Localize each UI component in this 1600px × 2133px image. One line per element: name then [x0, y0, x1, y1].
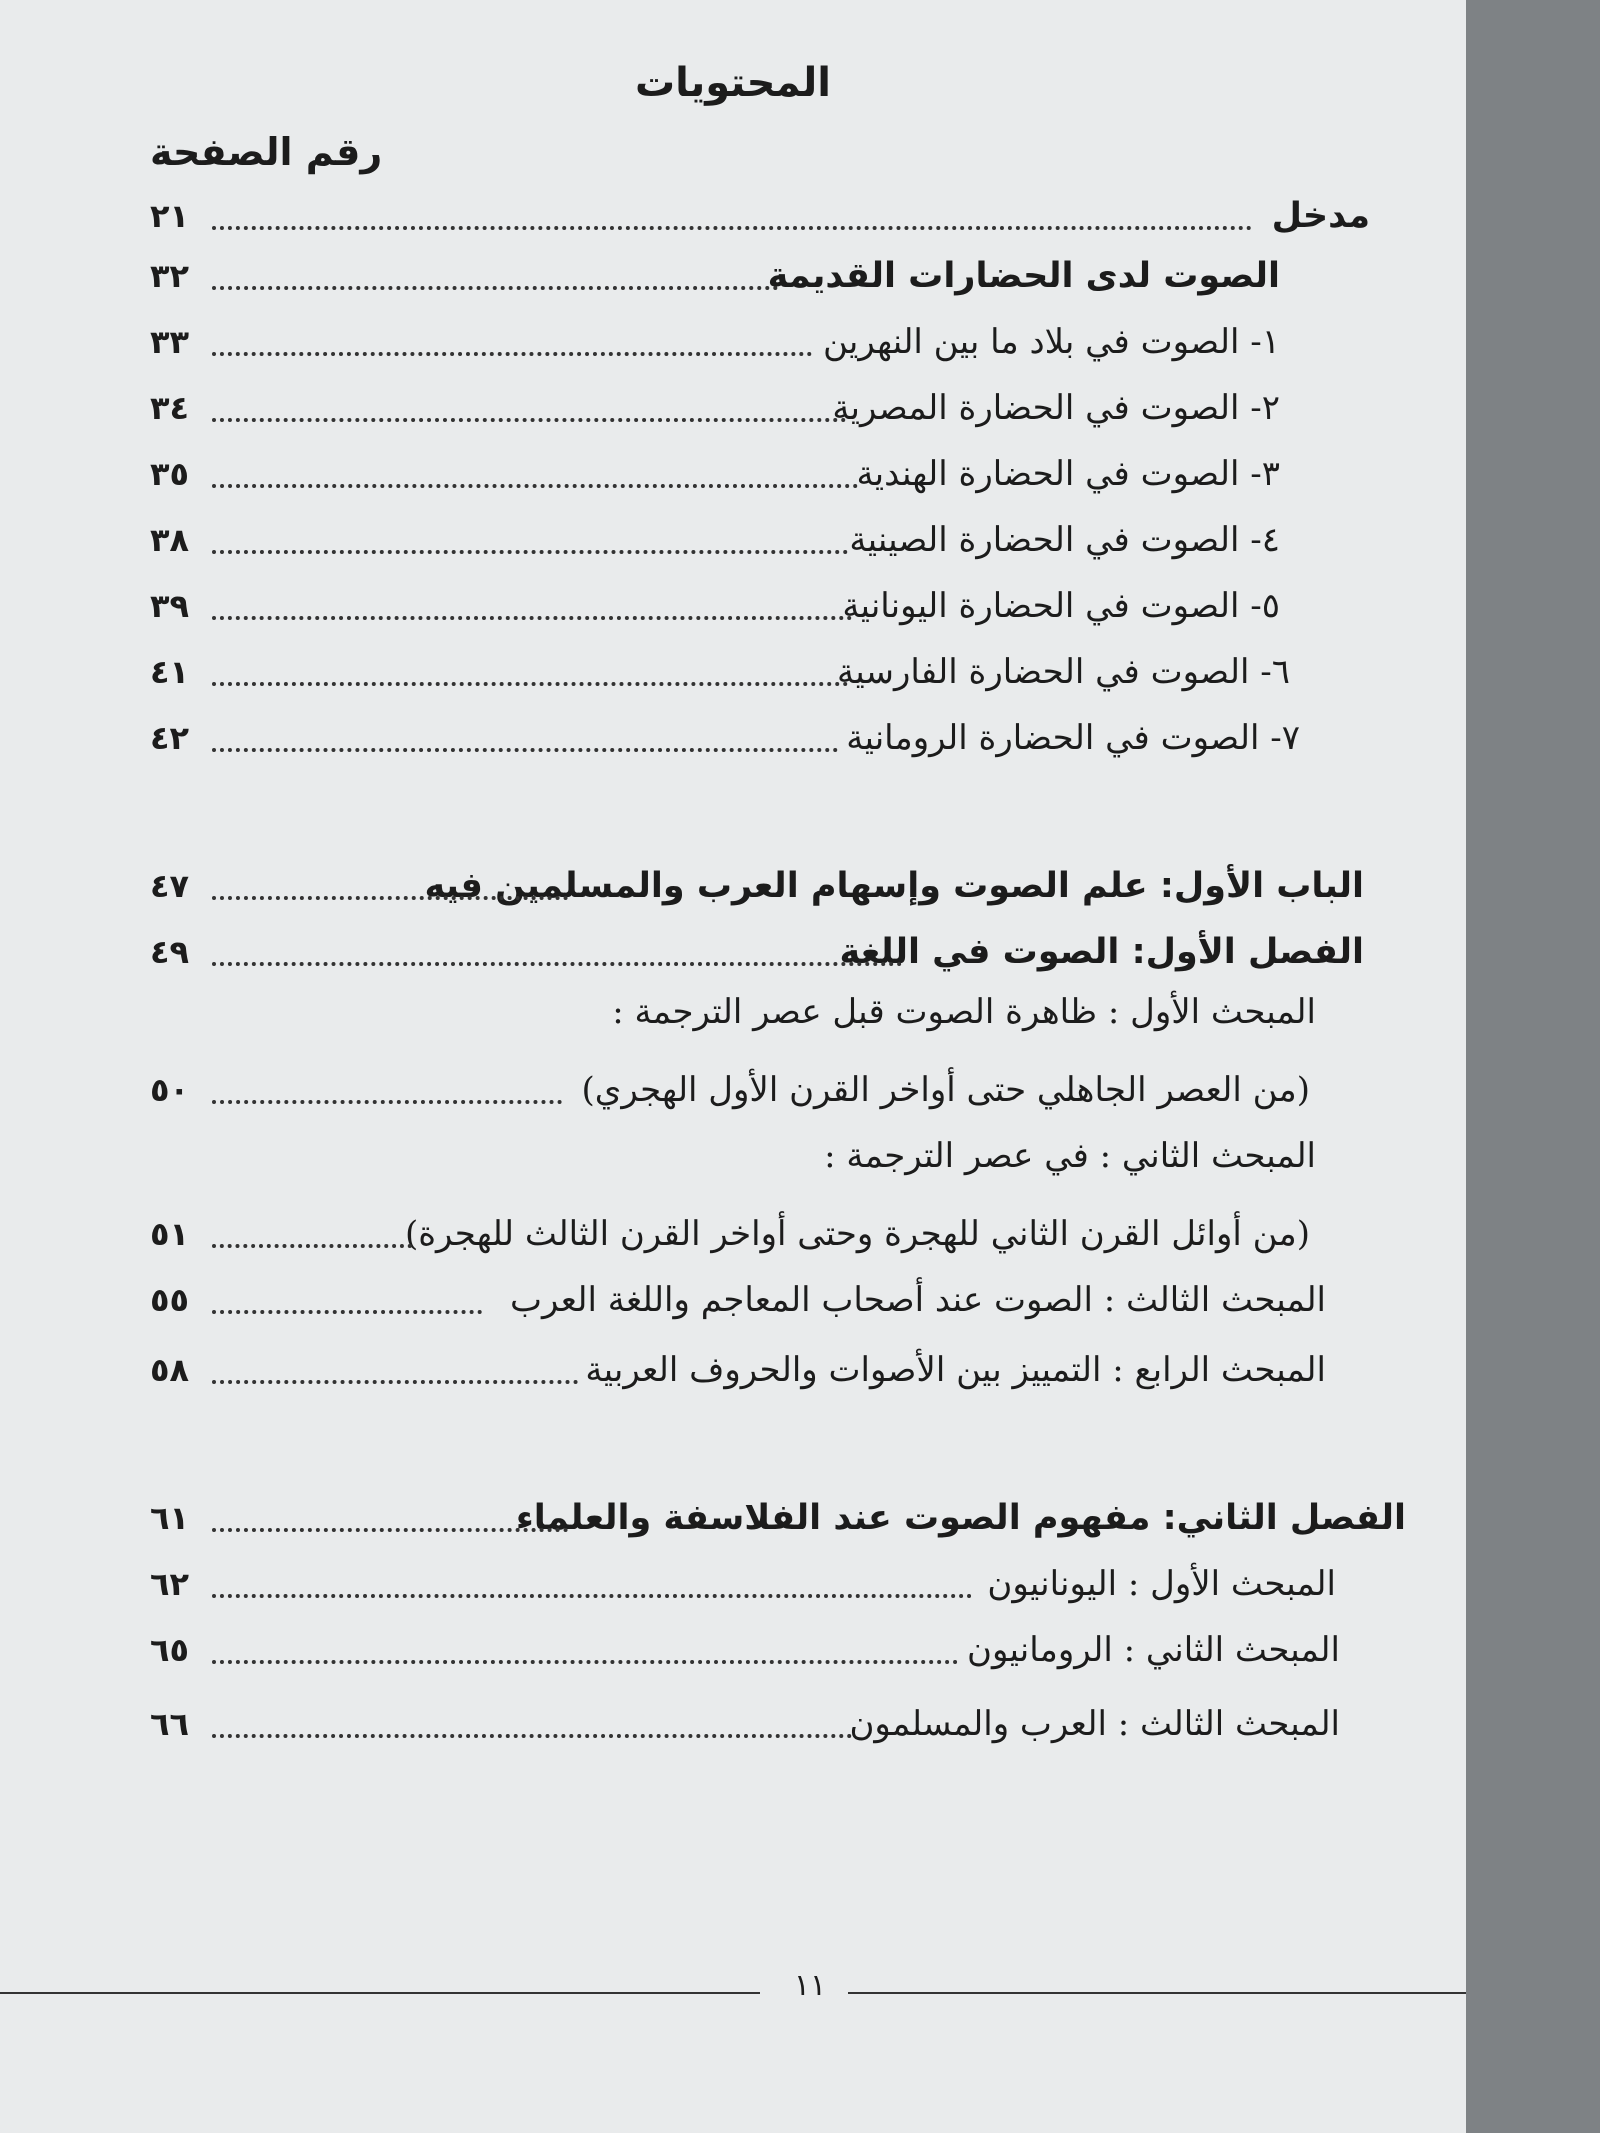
entry-title: ١- الصوت في بلاد ما بين النهرين	[823, 322, 1280, 362]
entry-title: ٢- الصوت في الحضارة المصرية	[832, 388, 1280, 428]
footer-rule-right	[848, 1992, 1466, 1994]
entry-title: ٤- الصوت في الحضارة الصينية	[849, 520, 1280, 560]
dot-leader	[212, 286, 778, 290]
entry-title: المبحث الأول : اليونانيون	[987, 1564, 1336, 1604]
entry-title: ٧- الصوت في الحضارة الرومانية	[846, 718, 1300, 758]
page-number-column-label: رقم الصفحة	[150, 130, 383, 174]
toc-entry	[0, 1062, 1466, 1118]
entry-title: ٦- الصوت في الحضارة الفارسية	[836, 652, 1290, 692]
toc-entry	[0, 1342, 1466, 1398]
dot-leader	[212, 1310, 482, 1314]
entry-title: مدخل	[1271, 196, 1370, 236]
entry-title: المبحث الثالث : العرب والمسلمون	[849, 1704, 1340, 1744]
dot-leader	[212, 1244, 412, 1248]
toc-entry	[0, 314, 1466, 370]
entry-title: الفصل الأول: الصوت في اللغة	[839, 932, 1364, 972]
entry-subtitle: (من أوائل القرن الثاني للهجرة وحتى أواخر القرن الثالث للهجرة)	[404, 1214, 1310, 1254]
entry-page: ٣٢	[150, 257, 190, 295]
entry-page: ٤٩	[150, 933, 190, 971]
toc-entry	[0, 644, 1466, 700]
dot-leader	[212, 1100, 562, 1104]
entry-title: ٥- الصوت في الحضارة اليونانية	[842, 586, 1280, 626]
entry-page: ٥٥	[150, 1281, 190, 1319]
entry-title: الباب الأول: علم الصوت وإسهام العرب والمسلمين فيه	[424, 866, 1364, 906]
toc-entry	[0, 710, 1466, 766]
entry-title: الصوت لدى الحضارات القديمة	[767, 256, 1280, 296]
dot-leader	[212, 484, 858, 488]
dot-leader	[212, 352, 812, 356]
toc-entry	[0, 1490, 1466, 1546]
dot-leader	[212, 226, 1252, 230]
entry-title: المبحث الأول : ظاهرة الصوت قبل عصر الترجمة :	[612, 992, 1316, 1032]
entry-page: ٢١	[150, 197, 190, 235]
dot-leader	[212, 896, 568, 900]
toc-entry	[0, 924, 1466, 980]
entry-page: ٣٣	[150, 323, 190, 361]
dot-leader	[212, 1380, 578, 1384]
dot-leader	[212, 1528, 568, 1532]
background-surface	[1466, 0, 1600, 2133]
page-heading: المحتويات	[634, 60, 831, 106]
dot-leader	[212, 682, 848, 686]
entry-title: المبحث الثالث : الصوت عند أصحاب المعاجم واللغة العرب	[510, 1280, 1326, 1320]
entry-title: ٣- الصوت في الحضارة الهندية	[856, 454, 1280, 494]
entry-page: ٥١	[150, 1215, 190, 1253]
entry-title: المبحث الثاني : الرومانيون	[967, 1630, 1340, 1670]
entry-page: ٦٥	[150, 1631, 190, 1669]
entry-subtitle: (من العصر الجاهلي حتى أواخر القرن الأول الهجري)	[581, 1070, 1310, 1110]
entry-title: الفصل الثاني: مفهوم الصوت عند الفلاسفة والعلماء	[515, 1498, 1406, 1538]
entry-title: المبحث الرابع : التمييز بين الأصوات والحروف العربية	[585, 1350, 1326, 1390]
toc-entry	[0, 512, 1466, 568]
toc-entry	[0, 380, 1466, 436]
entry-page: ٣٤	[150, 389, 190, 427]
toc-entry	[0, 248, 1466, 304]
dot-leader	[212, 1594, 972, 1598]
dot-leader	[212, 1734, 852, 1738]
toc-entry	[0, 1206, 1466, 1262]
dot-leader	[212, 962, 902, 966]
dot-leader	[212, 748, 838, 752]
entry-page: ٦١	[150, 1499, 190, 1537]
footer-page-number: ١١	[793, 1968, 827, 2003]
footer-rule-left	[0, 1992, 760, 1994]
toc-entry	[0, 1272, 1466, 1328]
toc-entry	[0, 446, 1466, 502]
entry-page: ٦٢	[150, 1565, 190, 1603]
entry-page: ٦٦	[150, 1705, 190, 1743]
entry-title: المبحث الثاني : في عصر الترجمة :	[824, 1136, 1316, 1176]
entry-page: ٥٠	[150, 1071, 190, 1109]
toc-entry	[0, 858, 1466, 914]
entry-page: ٣٥	[150, 455, 190, 493]
toc-entry	[0, 578, 1466, 634]
toc-entry	[0, 1556, 1466, 1612]
dot-leader	[212, 550, 848, 554]
dot-leader	[212, 418, 846, 422]
entry-page: ٣٨	[150, 521, 190, 559]
entry-page: ٤٢	[150, 719, 190, 757]
entry-page: ٤٧	[150, 867, 190, 905]
dot-leader	[212, 1660, 958, 1664]
entry-page: ٤١	[150, 653, 190, 691]
entry-page: ٣٩	[150, 587, 190, 625]
toc-entry	[0, 1696, 1466, 1752]
entry-page: ٥٨	[150, 1351, 190, 1389]
dot-leader	[212, 616, 852, 620]
toc-entry	[0, 1622, 1466, 1678]
toc-entry	[0, 188, 1466, 244]
